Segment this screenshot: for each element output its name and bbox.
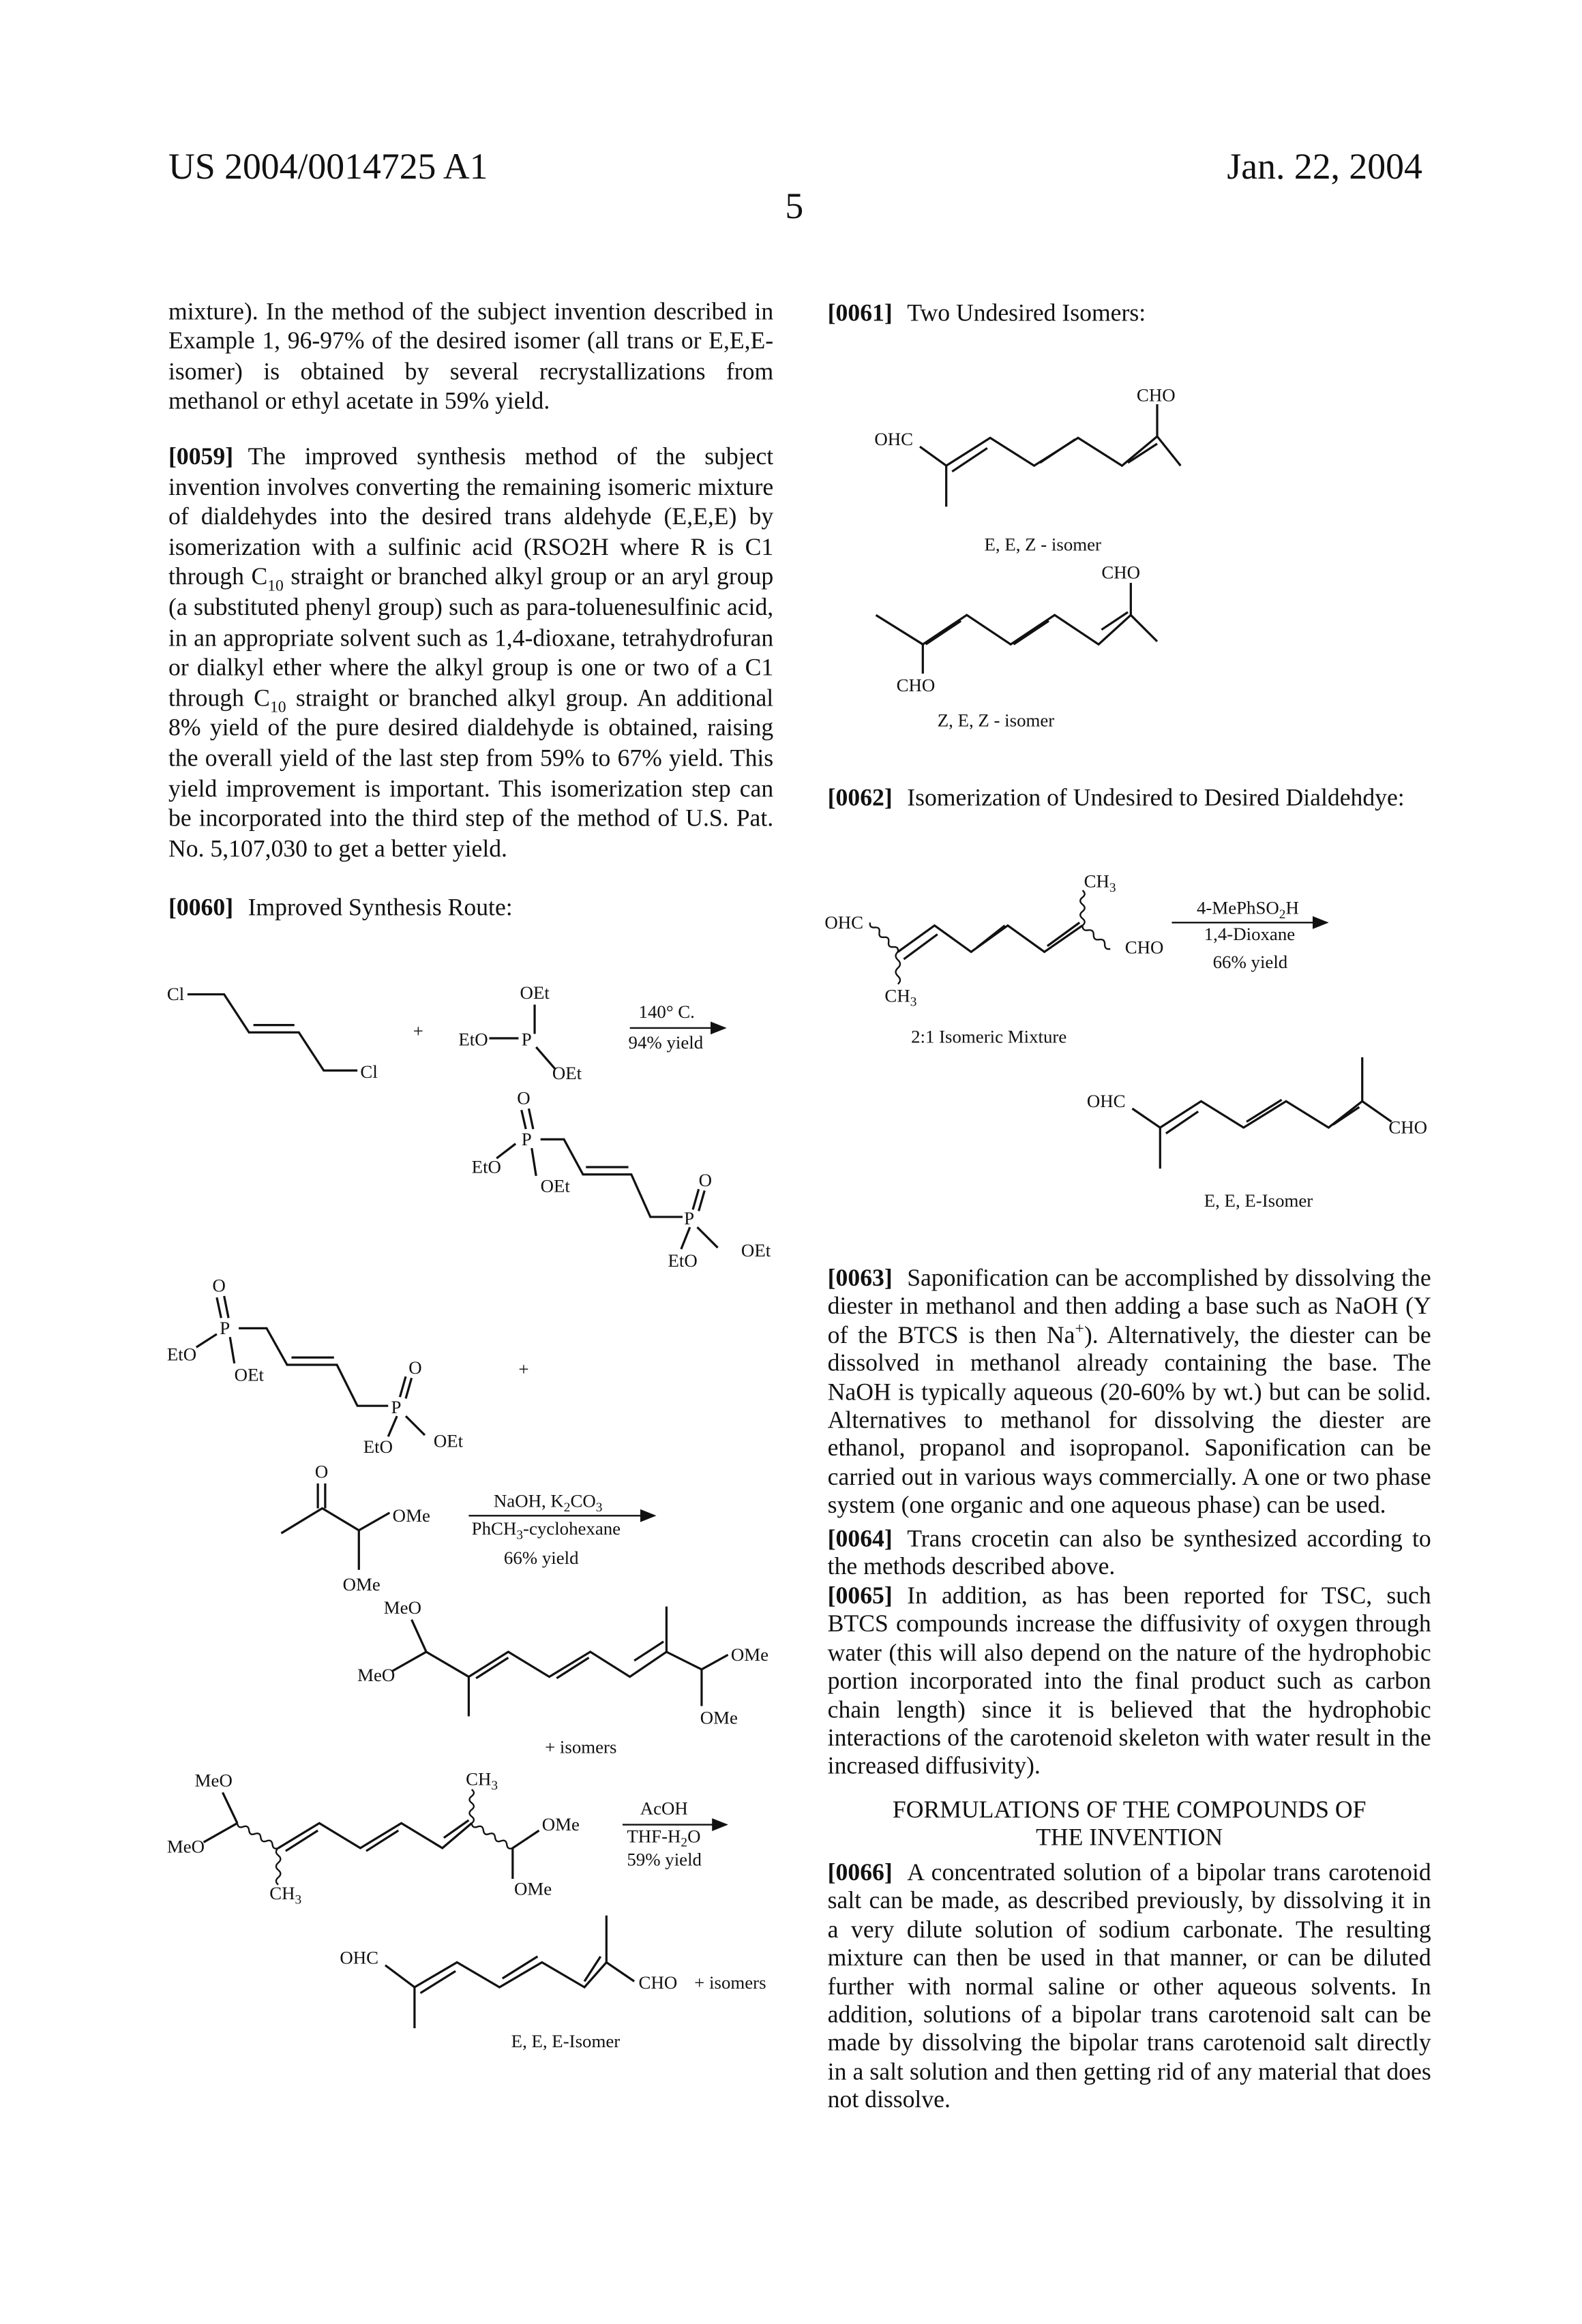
paragraph-number: [0061] [828,299,893,327]
atom-label: OEt [235,1365,265,1385]
eee-dialdehyde-structure [340,1916,766,2051]
plus-sign: + [413,1021,423,1041]
atom-label: CHO [1125,937,1164,957]
atom-label: CH3 [466,1769,498,1793]
atom-label: MeO [384,1597,421,1618]
text: In addition, as has been reported for TSC, such BTCS compounds increase the diffusivity of oxygen through water (this will also depend on the nature of the hydrophobic portion incorporated into the final product such as carbon chain length) since it is believed that the hydrophobic interactions of the carotenoid skeleton with water result in the increased diffusivity). [828,1582,1431,1780]
atom-label: O [408,1357,421,1378]
atom-label: Cl [360,1061,377,1082]
text: straight or branched alkyl group or an aryl group (a substituted phenyl group) such as para-toluenesulfinic acid, in an appropriate solvent such as 1,4-dioxane, tetrahydrofuran or dialkyl ether where the alkyl group is one or two of a C1 through C [168,563,773,712]
atom-label: O [315,1461,328,1481]
atom-label: P [391,1397,402,1417]
subscript: 10 [270,699,286,716]
isomers-note: + isomers [694,1972,766,1993]
reaction-yield: 66% yield [504,1548,579,1568]
atom-label: OEt [541,1176,571,1196]
reaction-yield: 59% yield [627,1850,702,1870]
atom-label: CHO [639,1972,678,1993]
page-number: 5 [785,187,803,228]
atom-label: EtO [363,1436,393,1457]
atom-label: OHC [340,1948,378,1968]
text: The improved synthesis method of the subject invention involves converting the remaining isomeric mixture of dialdehydes into the desired trans aldehyde (E,E,E) by isomerization with a sulfinic acid (RSO2H where R is C1 through C [168,442,773,591]
paragraph-number: [0060] [168,893,233,921]
publication-date: Jan. 22, 2004 [1227,148,1422,189]
atom-label: OEt [520,982,550,1003]
tetramethoxy-structure [357,1597,768,1757]
paragraph-number: [0063] [828,1264,893,1292]
atom-label: CHO [1137,385,1176,406]
bisphosphonate-structure [472,1088,771,1271]
structure-caption: E, E, Z - isomer [985,534,1102,555]
reaction-yield: 66% yield [1213,952,1288,972]
dichlorobutene-structure [167,984,378,1082]
reaction-yield: 94% yield [629,1032,704,1053]
atom-label: OMe [542,1814,580,1835]
text: ). Alternatively, the diester can be dissolved in methanol already containing the base. The NaOH is typically aqueous (20-60% by wt.) but can be solid. Alternatives to methanol for dissolving the diester are ethanol, propanol and isopropanol. Saponification can be carried out in various ways commercially. A one or two phase system (one organic and one aqueous phase) can be used. [828,1321,1431,1519]
paragraph-number: [0064] [828,1524,893,1552]
atom-label: EtO [472,1157,501,1177]
text: Saponification can be accomplished by dissolving the diester in methanol and then adding a base such as NaOH (Y of the BTCS is then Na [828,1264,1431,1348]
triethyl-phosphite-structure [458,982,582,1083]
atom-label: O [212,1276,225,1296]
reaction-solvent: PhCH3-cyclohexane [472,1518,621,1542]
atom-label: P [220,1318,230,1338]
atom-label: OEt [741,1240,771,1261]
superscript: + [1075,1320,1084,1338]
paragraph-number: [0066] [828,1858,893,1886]
text: Isomerization of Undesired to Desired Dialdehdye: [907,783,1405,811]
atom-label: OMe [514,1879,552,1899]
atom-label: OHC [874,429,913,449]
atom-label: OMe [343,1574,380,1595]
reaction-solvent: 1,4-Dioxane [1204,924,1295,944]
wavy-bond [1082,926,1110,950]
structure-caption: E, E, E-Isomer [1204,1190,1313,1211]
reaction-solvent: THF-H2O [627,1826,700,1850]
text: Improved Synthesis Route: [248,893,513,921]
text: A concentrated solution of a bipolar trans carotenoid salt can be made, as described previously, by dissolving it in a very dilute solution of sodium carbonate. The resulting mixture can then be used in that manner, or can be diluted further with normal saline or other aqueous solvents. In addition, solutions of a bipolar trans carotenoid salt can be made by dissolving the bipolar trans carotenoid salt directly in a salt solution and then getting rid of any material that does not dissolve. [828,1858,1431,2113]
atom-label: OHC [824,912,863,933]
atom-label: OEt [552,1063,582,1083]
atom-label: O [517,1088,530,1108]
structure-caption: Z, E, Z - isomer [938,710,1055,730]
atom-label: P [522,1129,532,1149]
wavy-bond [472,1823,513,1848]
wavy-bond [870,922,898,952]
atom-label: MeO [357,1665,395,1685]
zez-isomer-structure [876,562,1157,730]
wavy-bond [896,952,900,984]
bisphosphonate-reactant-structure [167,1276,464,1457]
reaction-condition: NaOH, K2CO3 [494,1490,603,1514]
wavy-bond [237,1823,278,1848]
atom-label: EtO [458,1029,488,1050]
isomers-note: + isomers [545,1736,616,1757]
reaction-condition: 140° C. [639,1001,695,1022]
chemical-structures [0,0,1582,2324]
plus-sign: + [518,1359,528,1379]
atom-label: MeO [167,1836,205,1856]
paragraph-0058-continued: mixture). In the method of the subject invention described in Example 1, 96-97% of the desired isomer (all trans or E,E,E-isomer) is obtained by several recrystallizations from methanol or ethyl acetate in 59% yield. [168,297,773,417]
paragraph-number: [0065] [828,1582,893,1610]
atom-label: CH3 [884,985,916,1009]
atom-label: O [699,1170,712,1190]
atom-label: OEt [434,1430,464,1451]
tetramethoxy-isomer-mixture-structure [167,1769,580,1907]
wavy-bond [469,1790,473,1823]
reaction-condition: AcOH [640,1798,688,1818]
text: Trans crocetin can also be synthesized according to the methods described above. [828,1524,1431,1581]
atom-label: Cl [167,984,184,1004]
structure-caption: E, E, E-Isomer [511,2031,621,2051]
paragraph-number: [0059] [168,442,233,470]
isomeric-mixture-structure [824,871,1163,1047]
reaction-arrow-1 [629,1001,726,1053]
paragraph-number: [0062] [828,783,893,811]
atom-label: P [522,1029,532,1050]
dimethoxy-ketone-structure [281,1461,430,1594]
atom-label: EtO [167,1344,196,1365]
heading-line: FORMULATIONS OF THE COMPOUNDS OF [828,1796,1431,1824]
atom-label: OMe [700,1707,738,1727]
atom-label: CH3 [1084,871,1116,895]
reaction-arrow-2 [468,1490,655,1568]
atom-label: CH3 [269,1883,301,1907]
heading-line: THE INVENTION [828,1824,1431,1852]
atom-label: CHO [897,675,936,695]
eez-isomer-structure [874,385,1180,555]
atom-label: OHC [1087,1091,1126,1111]
subscript: 10 [267,578,284,596]
atom-label: CHO [1388,1117,1427,1138]
atom-label: EtO [668,1250,698,1271]
publication-number: US 2004/0014725 A1 [168,148,488,189]
reaction-arrow-3 [623,1798,727,1869]
text: Two Undesired Isomers: [907,299,1146,327]
structure-caption: 2:1 Isomeric Mixture [911,1026,1066,1046]
atom-label: MeO [195,1770,233,1791]
reaction-arrow-4 [1171,897,1327,971]
text: straight or branched alkyl group. An additional 8% yield of the pure desired dialdehyde is obtained, raising the overall yield of the last step from 59% to 67% yield. This yield improvement is important. This isomerization step can be incorporated into the third step of the method of U.S. Pat. No. 5,107,030 to get a better yield. [168,684,773,862]
atom-label: CHO [1101,562,1140,582]
atom-label: OMe [393,1505,430,1526]
atom-label: P [684,1208,694,1228]
atom-label: OMe [731,1644,768,1665]
patent-page [0,0,1582,2324]
reaction-reagent: 4-MePhSO2H [1197,897,1299,921]
wavy-bond [1080,890,1084,926]
wavy-bond [276,1848,280,1885]
eee-isomer-product-structure [1087,1057,1427,1211]
